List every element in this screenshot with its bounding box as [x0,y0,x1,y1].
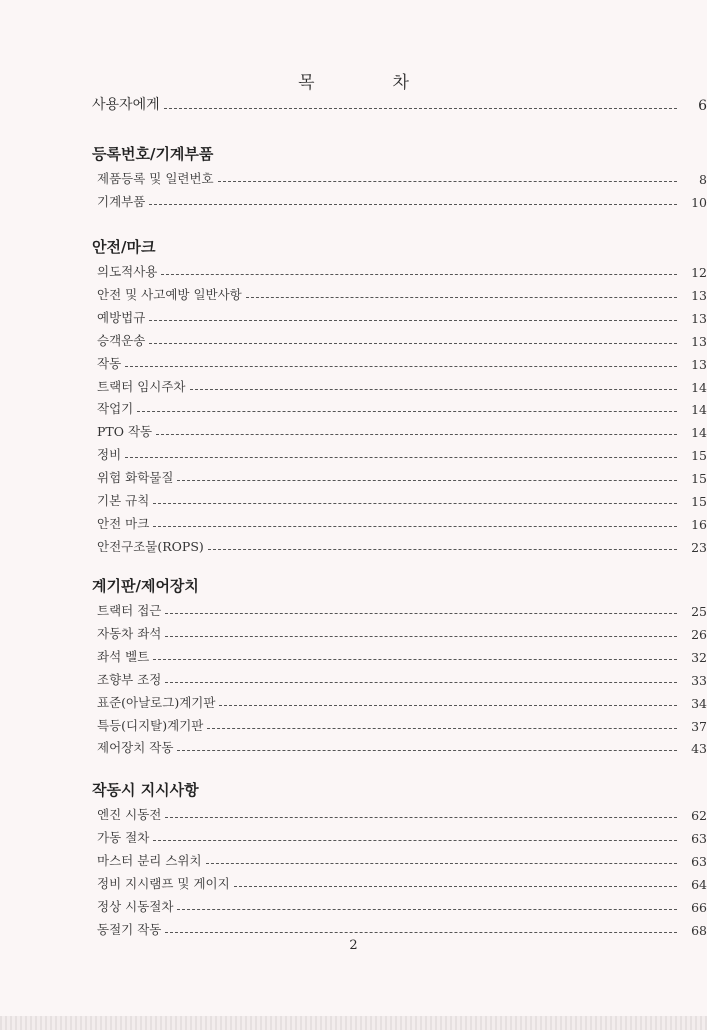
toc-entry-label: 엔진 시동전 [97,807,162,822]
dot-leader [149,203,677,205]
toc-entry-page: 37 [691,718,707,734]
toc-entry[interactable] [0,283,707,303]
toc-entry[interactable] [0,849,707,869]
toc-entry-label: 가동 절차 [97,829,150,845]
toc-entry-label: 자동차 좌석 [97,625,162,641]
toc-entry-label: PTO 작동 [97,424,153,440]
dot-leader [165,931,677,933]
dot-leader [177,479,677,481]
toc-entry[interactable] [0,826,707,846]
dot-leader [234,885,677,887]
dot-leader [165,635,677,637]
toc-entry-page: 10 [691,194,707,210]
toc-entry[interactable] [0,260,707,280]
toc-entry-page: 13 [691,333,707,349]
toc-entry[interactable] [0,714,707,734]
dot-leader [208,548,677,550]
page-number: 2 [349,938,358,953]
dot-leader [165,681,677,683]
toc-entry-page: 23 [691,539,707,555]
toc-entry[interactable] [0,375,707,395]
dot-leader [177,908,677,910]
toc-entry-page: 25 [691,604,707,619]
toc-entry-page: 13 [691,356,707,372]
toc-entry[interactable] [0,397,707,417]
dot-leader [161,273,677,275]
toc-entry[interactable] [0,466,707,486]
toc-entry-page: 15 [691,471,707,487]
toc-entry-page: 8 [699,172,707,187]
dot-leader [153,525,677,527]
dot-leader [206,862,677,864]
dot-leader [156,433,677,435]
dot-leader [149,342,677,344]
section-heading: 안전/마크 [92,238,156,256]
toc-entry-page: 13 [691,287,707,303]
page-title [0,68,707,93]
toc-entry[interactable] [0,489,707,509]
toc-entry[interactable] [0,535,707,555]
toc-entry-label: 트랙터 임시주차 [97,378,186,394]
toc-entry-page: 15 [691,494,707,509]
section-heading: 등록번호/기계부품 [92,145,214,163]
toc-entry-label: 작업기 [97,401,134,417]
toc-entry-page: 34 [691,695,707,711]
dot-leader [153,839,677,841]
toc-entry-label: 특등(디지탈)계기판 [97,717,204,733]
dot-leader [149,319,677,321]
dot-leader [246,296,677,298]
toc-entry-label: 마스터 분리 스위치 [97,852,202,868]
toc-entry-page: 16 [691,516,707,532]
section-heading: 계기판/제어장치 [92,577,199,595]
toc-entry-page: 6 [698,98,707,114]
section-heading: 작동시 지시사항 [92,781,199,799]
toc-entry-label: 위험 화학물질 [97,470,174,486]
dot-leader [190,388,678,390]
toc-entry-label: 예방법규 [97,309,146,325]
toc-entry-label: 동절기 작동 [97,921,162,937]
toc-entry[interactable] [0,872,707,892]
toc-entry[interactable] [0,512,707,532]
toc-entry-page: 14 [691,379,707,395]
toc-entry-label: 정비 지시램프 및 게이지 [97,875,230,891]
toc-entry[interactable] [0,691,707,711]
toc-entry-label: 의도적사용 [97,264,158,279]
toc-entry-page: 66 [691,899,707,915]
dot-leader [125,456,677,458]
toc-entry-label: 기계부품 [97,193,146,209]
toc-entry-label: 안전 마크 [97,515,150,531]
toc-entry-page: 62 [691,808,707,823]
toc-entry-label: 조향부 조정 [97,671,162,687]
toc-entry[interactable] [0,167,707,187]
toc-entry-page: 43 [691,741,707,757]
toc-entry-label: 기본 규칙 [97,493,150,508]
toc-entry-intro[interactable] [0,94,707,114]
toc-entry[interactable] [0,599,707,619]
toc-entry-label: 정상 시동절차 [97,898,174,914]
dot-leader [177,749,677,751]
toc-entry-page: 68 [691,922,707,938]
toc-entry[interactable] [0,190,707,210]
toc-entry-page: 33 [691,672,707,688]
dot-leader [207,727,677,729]
dot-leader [219,704,677,706]
toc-entry[interactable] [0,645,707,665]
toc-entry-label: 안전 및 사고예방 일반사항 [97,286,242,302]
toc-entry-page: 63 [691,853,707,869]
toc-entry-label: 작동 [97,355,122,371]
dot-leader [218,180,677,182]
toc-entry-page: 14 [691,425,707,441]
toc-entry-page: 15 [691,448,707,464]
toc-entry-label: 안전구조물(ROPS) [97,538,204,554]
toc-entry[interactable] [0,895,707,915]
toc-entry-label: 제어장치 작동 [97,740,174,756]
toc-entry[interactable] [0,622,707,642]
toc-entry[interactable] [0,668,707,688]
title-left-char: 목 [298,73,315,93]
toc-entry-page: 14 [691,402,707,418]
toc-entry[interactable] [0,329,707,349]
toc-entry-label: 표준(아날로그)계기판 [97,694,216,710]
toc-entry[interactable] [0,918,707,938]
toc-entry-label: 좌석 벨트 [97,648,150,664]
title-right-char: 차 [392,73,409,93]
toc-entry[interactable] [0,352,707,372]
toc-entry-page: 32 [691,649,707,665]
dot-leader [125,365,677,367]
dot-leader [165,612,677,614]
toc-entry-page: 64 [691,876,707,892]
toc-entry-label: 승객운송 [97,332,146,348]
toc-entry-page: 26 [691,626,707,642]
dot-leader [153,658,677,660]
toc-entry[interactable] [0,443,707,463]
toc-entry-label: 트랙터 접근 [97,603,162,618]
toc-entry-label: 정비 [97,447,122,463]
toc-entry[interactable] [0,803,707,823]
dot-leader [137,410,677,412]
dot-leader [153,502,677,504]
toc-entry-page: 13 [691,310,707,326]
toc-entry[interactable] [0,306,707,326]
toc-entry-page: 63 [691,830,707,846]
toc-entry[interactable] [0,420,707,440]
toc-entry-page: 12 [691,265,707,280]
dot-leader [164,107,677,109]
dot-leader [165,816,677,818]
toc-entry[interactable] [0,736,707,756]
scan-edge [0,1016,707,1030]
toc-entry-label: 제품등록 및 일련번호 [97,171,214,186]
toc-entry-label: 사용자에게 [92,97,160,113]
